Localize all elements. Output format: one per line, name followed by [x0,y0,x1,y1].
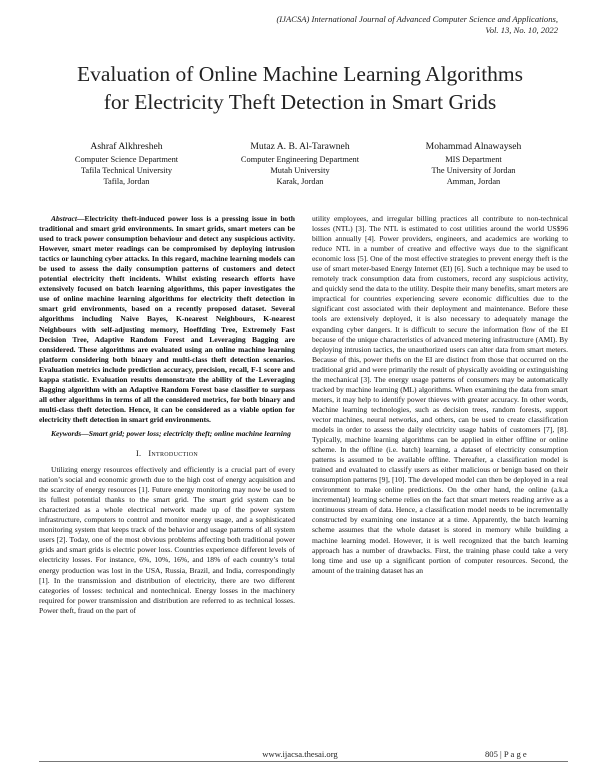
keywords [39,429,295,439]
footer-rule [39,761,568,762]
journal-name: (IJACSA) International Journal of Advanced Computer Science and Applications, [276,14,558,24]
right-column [312,214,568,576]
author-organization: Mutah University [270,166,330,175]
author-name: Mohammad Alnawayseh [425,141,522,152]
author-organization: The University of Jordan [431,166,516,175]
author-block [40,140,560,187]
author-location: Amman, Jordan [446,177,501,186]
abstract-label: Abstract— [51,214,85,223]
author-name: Mutaz A. B. Al-Tarawneh [250,141,350,152]
title-line-1: Evaluation of Online Machine Learning Algorithms [76,62,524,86]
section-number: I. [135,449,142,459]
left-column [39,214,295,616]
section-heading-introduction [39,448,295,459]
abstract-text: Electricity theft-induced power loss is a pressing issue in both traditional and smart grid environments. In smart grids, smart meters can be used to track power consumption behaviour and detect any suspicious activity. However, smart meter readings can be compromised by deploying intrusion tactics or launching cyber attacks. In this regard, machine learning models can be used to assess the daily consumption patterns of customers and detect potential electricity theft incidents. Whilst existing research efforts have extensively focused on batch learning algorithms, this paper investigates the use of online machine learning algorithms for electricity theft detection in smart grid environments, based on a recently proposed dataset. Several algorithms including Naive Bayes, K-nearest Neighbours, K-nearest Neighbours with self-adjusting memory, Hoeffding Tree, Extremely Fast Decision Tree, Adaptive Random Forest and Leveraging Bagging are considered. These algorithms are evaluated using an online machine learning platform considering both binary and multi-class theft detection scenarios. Evaluation metrics include prediction accuracy, precision, recall, F-1 score and kappa statistic. Evaluation results demonstrate the ability of the Leveraging Bagging algorithm with an Adaptive Random Forest base classifier to surpass all other algorithms in terms of all the considered metrics, for both binary and multi-class theft detection. Hence, it can be considered as a viable option for electricity theft detection in smart grid environments. [39,214,295,424]
author-department: Computer Science Department [74,155,179,164]
journal-volume: Vol. 13, No. 10, 2022 [485,25,558,35]
keywords-label: Keywords— [51,428,89,438]
footer-url: www.ijacsa.thesai.org [262,749,338,759]
intro-paragraph-left: Utilizing energy resources effectively and efficiently is a crucial part of every nation’s social and economic growth due to the high cost of energy acquisition and the scarcity of energy resources [1]. Future energy monitoring may now be used to its fullest potential thanks to the smart grid. The smart grid system can be characterized as a whole electrical network made up of the power system infrastructure, computers to control and monitor energy usage, and a sophisticated monitoring system that keeps track of the behavior and usage patterns of all system users [2]. Today, one of the most obvious problems affecting both traditional power grids and smart grids is electric power loss. Countries experience different levels of electricity losses. For instance, 6%, 10%, 16%, and 18% of each country’s total energy production was lost in the USA, Russia, Brazil, and India, correspondingly [1]. In the transmission and distribution of electricity, there are two different categories of losses: technical and nontechnical. Energy losses in the machinery required for power transmission and distribution are referred to as technical losses. Power theft, fraud on the part of [39,465,295,615]
section-title: Introduction [148,449,199,459]
author-1 [40,140,213,187]
author-2 [214,140,387,187]
paper-title [20,60,580,116]
author-name: Ashraf Alkhresheh [90,141,163,152]
author-organization: Tafila Technical University [80,166,173,175]
author-location: Karak, Jordan [276,177,324,186]
author-location: Tafila, Jordan [103,177,150,186]
title-line-2: for Electricity Theft Detection in Smart Grids [103,90,497,114]
author-department: Computer Engineering Department [240,155,360,164]
abstract [39,214,295,425]
page-number: 805 | P a g e [485,749,527,759]
author-department: MIS Department [445,155,502,164]
author-3 [387,140,560,187]
keywords-text: Smart grid; power loss; electricity theft; online machine learning [88,428,291,438]
journal-header [158,14,558,36]
intro-paragraph-right: utility employees, and irregular billing practices all contribute to non-technical losses (NTL) [3]. The NTL is estimated to cost utilities around the world US$96 billion annually [4]. Power providers, engineers, and academics are working to reduce NTL in a number of creative and effective ways due to the significant economic loss [5]. One of the most effective strategies to prevent energy theft is the use of smart meter-based Energy Internet (EI) [6]. Such a technique may be used to remotely track consumption data from customers, record any suspicious activity, and quickly send the data to the utility. Despite their many benefits, smart meters are impractical for countries experiencing severe economic difficulties due to the significant cost associated with their deployment and maintenance. Before these tools are extensively deployed, it is also necessary to adequately manage the expanding cyber dangers. It is difficult to secure the information flow of the EI because of the unique characteristics of advanced metering infrastructure (AMI). By deploying intrusion tactics, the unauthorized users can alter data from smart meters. Because of this, power thefts on the EI are distinct from those that occurred on the traditional grid and were primarily the result of physically avoiding or extinguishing the mechanical [3]. The energy usage patterns of consumers may be automatically tracked by machine learning (ML) algorithms. When examining the data from smart meters, it may help to identify power thieves with greater accuracy. In other words, Machine learning technologies, such as decision trees, random forests, support vector machines, neural networks, and others, can be used to create classification models in order to assess the daily electricity usage habits of customers [7], [8]. Typically, machine learning algorithms can be applied in either offline or online scheme. In the offline (i.e. batch) learning, a dataset of electricity consumption patterns is assumed to be available offline. Thereafter, a classification model is trained and evaluated to classify users as either malicious or benign based on their consumption patterns [9], [10]. The developed model can then be deployed in a real environment to make online predictions. On the other hand, the online (a.k.a incremental) learning scheme relies on the fact that smart meters reading arrive as a continuous stream of data. Hence, a classification model needs to be incrementally constructed by examining one instance at a time. Apparently, the batch learning scheme assumes that the whole dataset is stored in memory while building a machine learning model. However, it is well recognized that the batch learning approach has a number of drawbacks. First, the training phase could take a very long time and use up a significant portion of computer resources. Second, the amount of the training dataset has an [312,214,568,575]
